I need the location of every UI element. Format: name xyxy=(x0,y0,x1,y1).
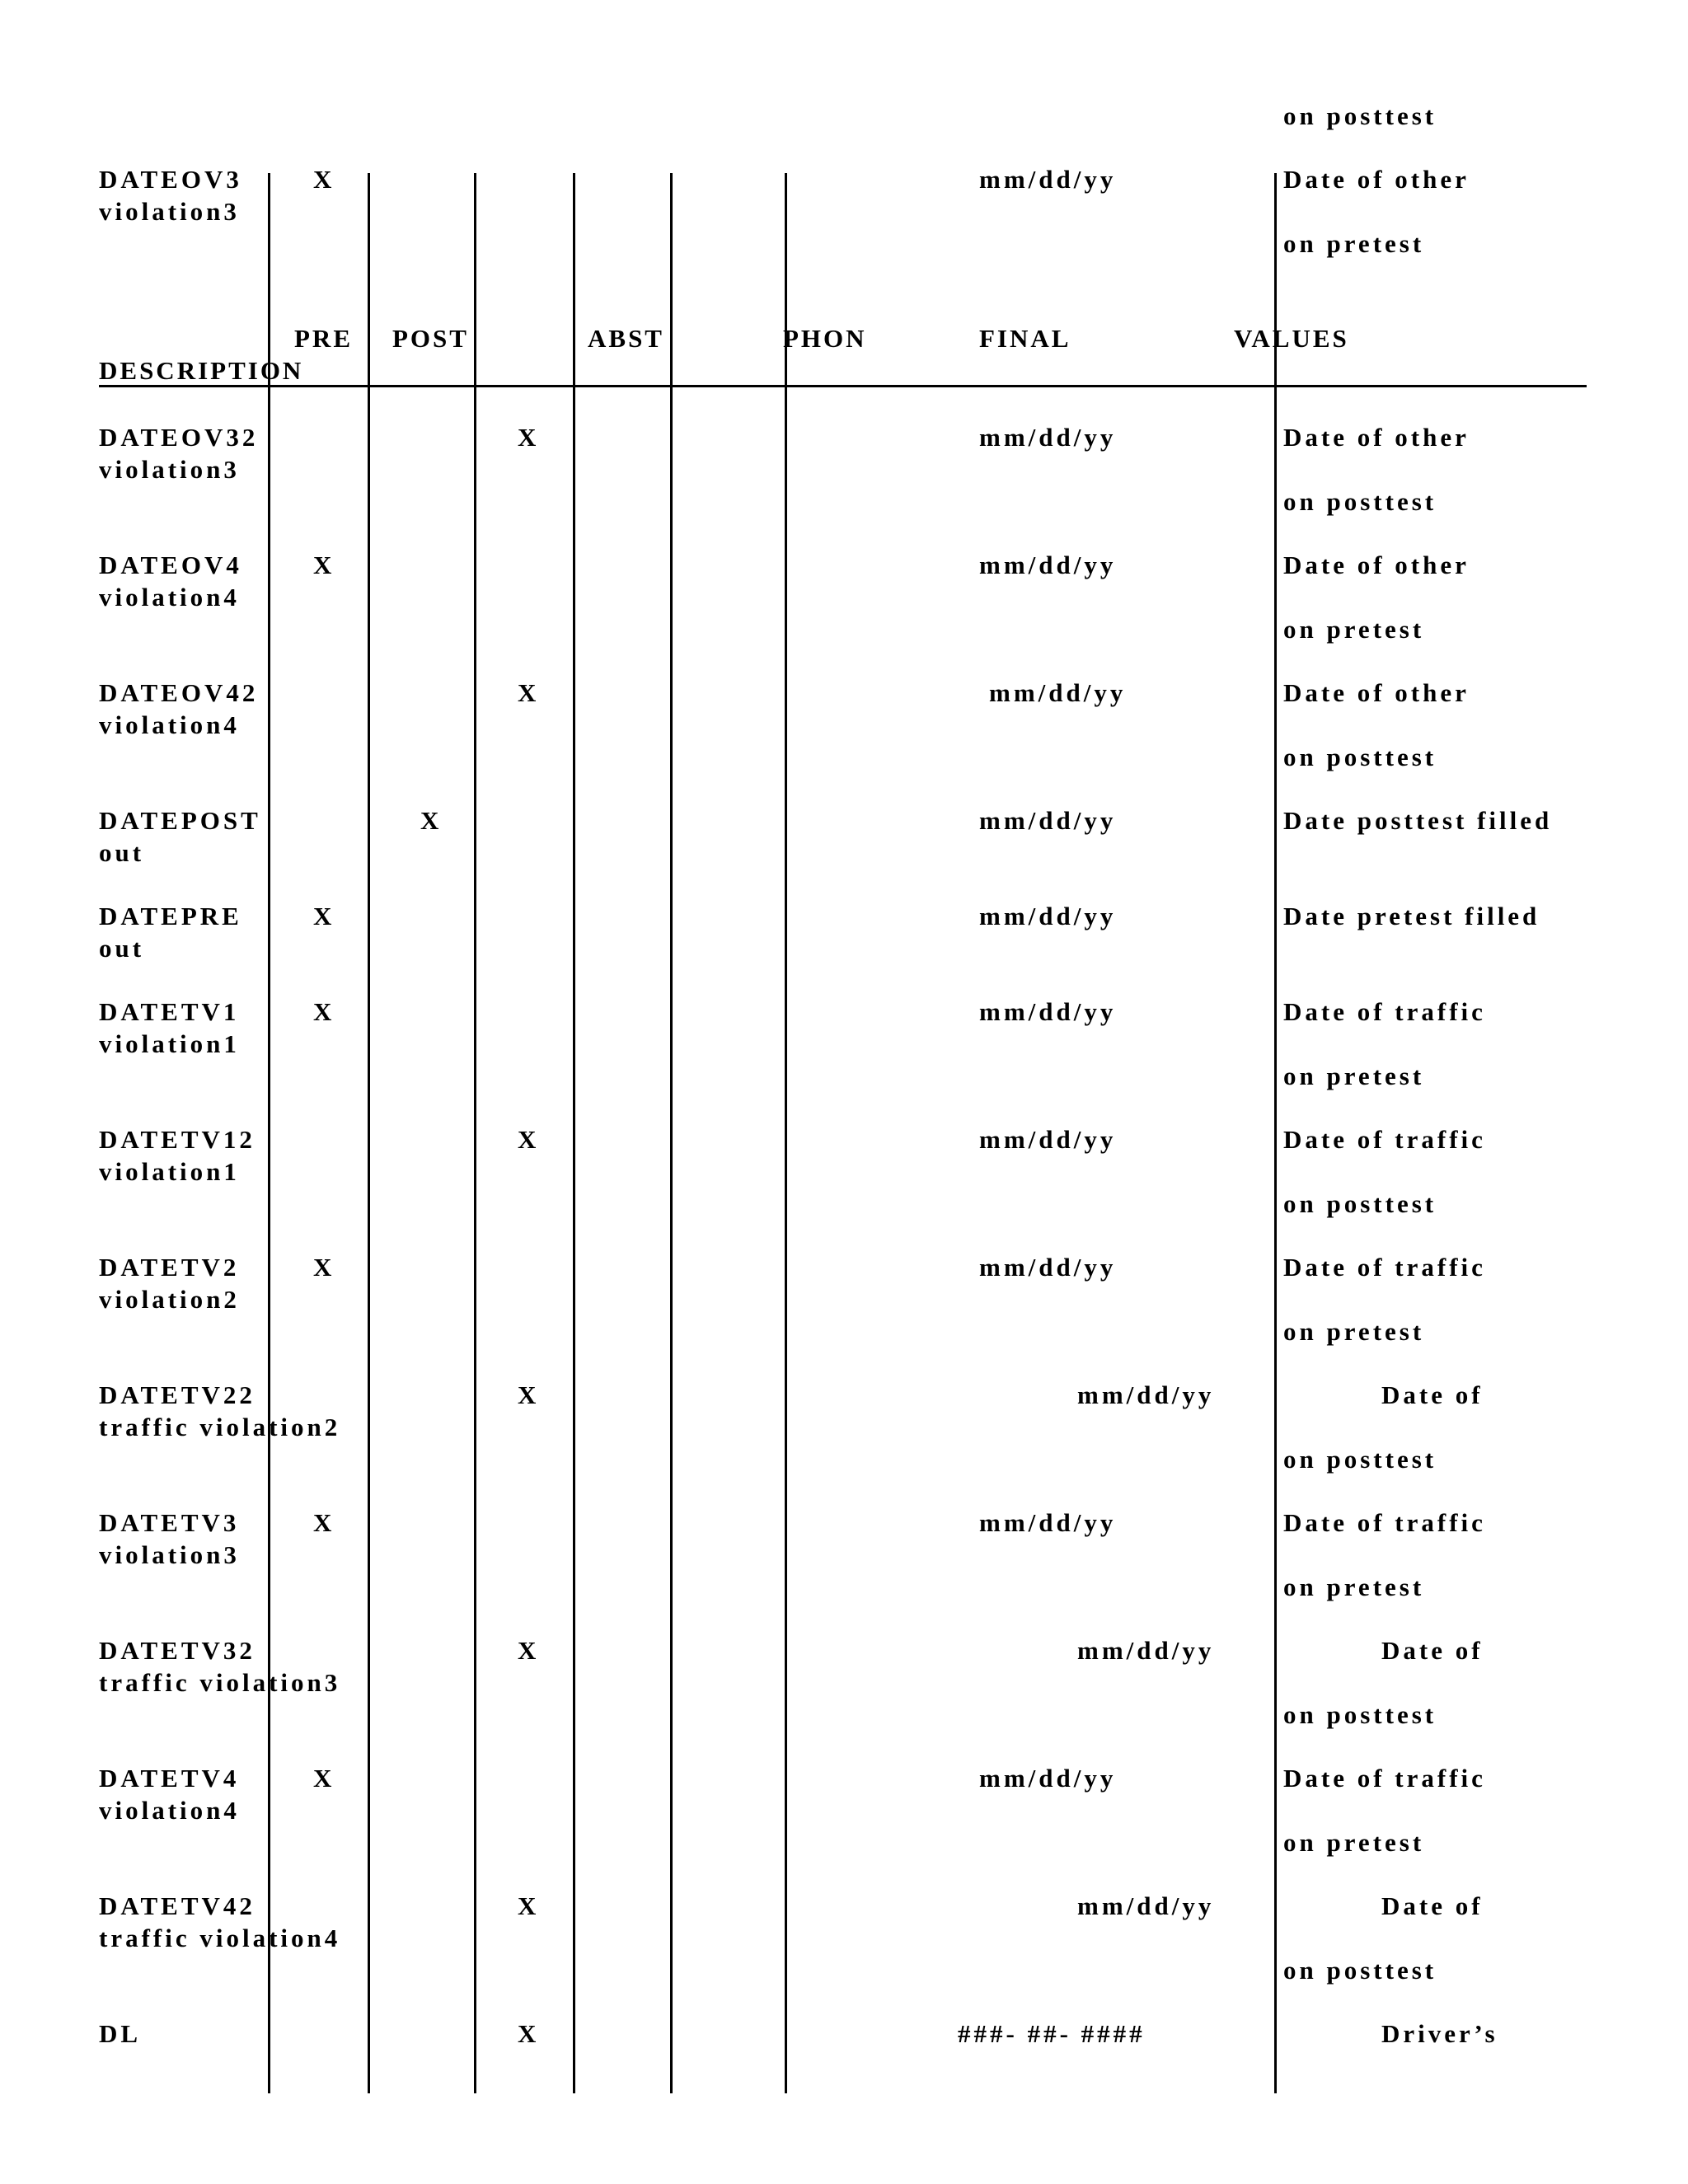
final-format: ###- ##- #### xyxy=(958,2019,1146,2048)
abst-mark: X xyxy=(518,2019,540,2048)
abst-mark: X xyxy=(518,1380,540,1409)
values-text: Date pretest filled xyxy=(1283,902,1540,930)
final-format: mm/dd/yy xyxy=(979,423,1117,452)
pre-mark: X xyxy=(313,551,335,579)
final-format: mm/dd/yy xyxy=(979,1764,1117,1793)
values-text: Driver’s xyxy=(1381,2019,1498,2048)
variable-name: DATETV12 xyxy=(99,1125,256,1154)
variable-description: violation4 xyxy=(99,1796,240,1825)
values-text: Date of traffic xyxy=(1283,1764,1486,1793)
header-pre: PRE xyxy=(294,324,353,353)
pre-mark: X xyxy=(313,1253,335,1282)
abst-mark: X xyxy=(518,1891,540,1920)
variable-description: out xyxy=(99,838,145,867)
column-rule-abst-end xyxy=(670,173,673,2093)
values-text: Date of traffic xyxy=(1283,1508,1486,1537)
values-text: Date of traffic xyxy=(1283,1253,1486,1282)
column-rule-pre xyxy=(268,173,270,2093)
variable-name: DATETV2 xyxy=(99,1253,240,1282)
final-format: mm/dd/yy xyxy=(989,678,1127,707)
column-rule-post xyxy=(368,173,370,2093)
variable-name: DATETV1 xyxy=(99,997,240,1026)
variable-name: DATETV3 xyxy=(99,1508,240,1537)
carry-values-line: on posttest xyxy=(1283,101,1437,130)
values-text: Date of traffic xyxy=(1283,1125,1486,1154)
final-format: mm/dd/yy xyxy=(979,165,1117,194)
final-format: mm/dd/yy xyxy=(979,902,1117,930)
variable-description: traffic violation3 xyxy=(99,1668,341,1697)
header-values: VALUES xyxy=(1234,324,1349,353)
abst-mark: X xyxy=(518,1636,540,1665)
values-text-line2: on posttest xyxy=(1283,1445,1437,1474)
variable-name: DATEPRE xyxy=(99,902,242,930)
header-final: FINAL xyxy=(979,324,1071,353)
variable-description: violation3 xyxy=(99,455,240,484)
final-format: mm/dd/yy xyxy=(979,1508,1117,1537)
values-text: Date of other xyxy=(1283,551,1470,579)
header-abst: ABST xyxy=(588,324,664,353)
variable-name: DATEPOST xyxy=(99,806,261,835)
variable-name: DATETV32 xyxy=(99,1636,256,1665)
variable-description: violation1 xyxy=(99,1157,240,1186)
column-rule-phon xyxy=(785,173,787,2093)
variable-name: DATETV22 xyxy=(99,1380,256,1409)
values-text-line2: on posttest xyxy=(1283,487,1437,516)
variable-name: DATEOV42 xyxy=(99,678,259,707)
pre-mark: X xyxy=(313,1508,335,1537)
variable-description: violation1 xyxy=(99,1029,240,1058)
column-rule-mid xyxy=(474,173,476,2093)
values-text-line2: on pretest xyxy=(1283,1062,1425,1090)
values-text: Date of xyxy=(1381,1891,1484,1920)
variable-description: violation3 xyxy=(99,1540,240,1569)
values-text-line2: on pretest xyxy=(1283,1317,1425,1346)
values-text: Date of traffic xyxy=(1283,997,1486,1026)
final-format: mm/dd/yy xyxy=(1077,1636,1215,1665)
variable-name: DATEOV4 xyxy=(99,551,242,579)
values-text: Date posttest filled xyxy=(1283,806,1553,835)
values-text-line2: on posttest xyxy=(1283,1700,1437,1729)
final-format: mm/dd/yy xyxy=(979,1253,1117,1282)
variable-description: violation3 xyxy=(99,197,240,226)
values-text-line2: on pretest xyxy=(1283,615,1425,644)
final-format: mm/dd/yy xyxy=(979,551,1117,579)
variable-description: violation4 xyxy=(99,583,240,612)
pre-mark: X xyxy=(313,997,335,1026)
final-format: mm/dd/yy xyxy=(979,997,1117,1026)
values-text: Date of xyxy=(1381,1380,1484,1409)
values-text-line2: on pretest xyxy=(1283,229,1425,258)
column-rule-values xyxy=(1274,173,1277,2093)
variable-description: traffic violation4 xyxy=(99,1924,341,1952)
variable-name: DATETV4 xyxy=(99,1764,240,1793)
values-text: Date of xyxy=(1381,1636,1484,1665)
variable-description: traffic violation2 xyxy=(99,1413,341,1441)
variable-name: DATETV42 xyxy=(99,1891,256,1920)
values-text-line2: on posttest xyxy=(1283,743,1437,771)
variable-description: out xyxy=(99,934,145,963)
final-format: mm/dd/yy xyxy=(979,806,1117,835)
abst-mark: X xyxy=(518,678,540,707)
values-text: Date of other xyxy=(1283,423,1470,452)
values-text-line2: on pretest xyxy=(1283,1828,1425,1857)
values-text-line2: on posttest xyxy=(1283,1956,1437,1985)
header-post: POST xyxy=(392,324,469,353)
final-format: mm/dd/yy xyxy=(1077,1380,1215,1409)
abst-mark: X xyxy=(518,423,540,452)
variable-name: DATEOV3 xyxy=(99,165,242,194)
variable-description: violation2 xyxy=(99,1285,240,1314)
pre-mark: X xyxy=(313,1764,335,1793)
pre-mark: X xyxy=(313,902,335,930)
abst-mark: X xyxy=(518,1125,540,1154)
values-text: Date of other xyxy=(1283,678,1470,707)
final-format: mm/dd/yy xyxy=(979,1125,1117,1154)
post-mark: X xyxy=(420,806,443,835)
variable-name: DATEOV32 xyxy=(99,423,259,452)
column-rule-abst xyxy=(573,173,575,2093)
values-text: Date of other xyxy=(1283,165,1470,194)
variable-name: DL xyxy=(99,2019,142,2048)
final-format: mm/dd/yy xyxy=(1077,1891,1215,1920)
header-phon: PHON xyxy=(783,324,867,353)
values-text-line2: on posttest xyxy=(1283,1189,1437,1218)
header-description: DESCRIPTION xyxy=(99,356,304,385)
header-rule xyxy=(99,385,1587,387)
pre-mark: X xyxy=(313,165,335,194)
values-text-line2: on pretest xyxy=(1283,1572,1425,1601)
variable-description: violation4 xyxy=(99,710,240,739)
